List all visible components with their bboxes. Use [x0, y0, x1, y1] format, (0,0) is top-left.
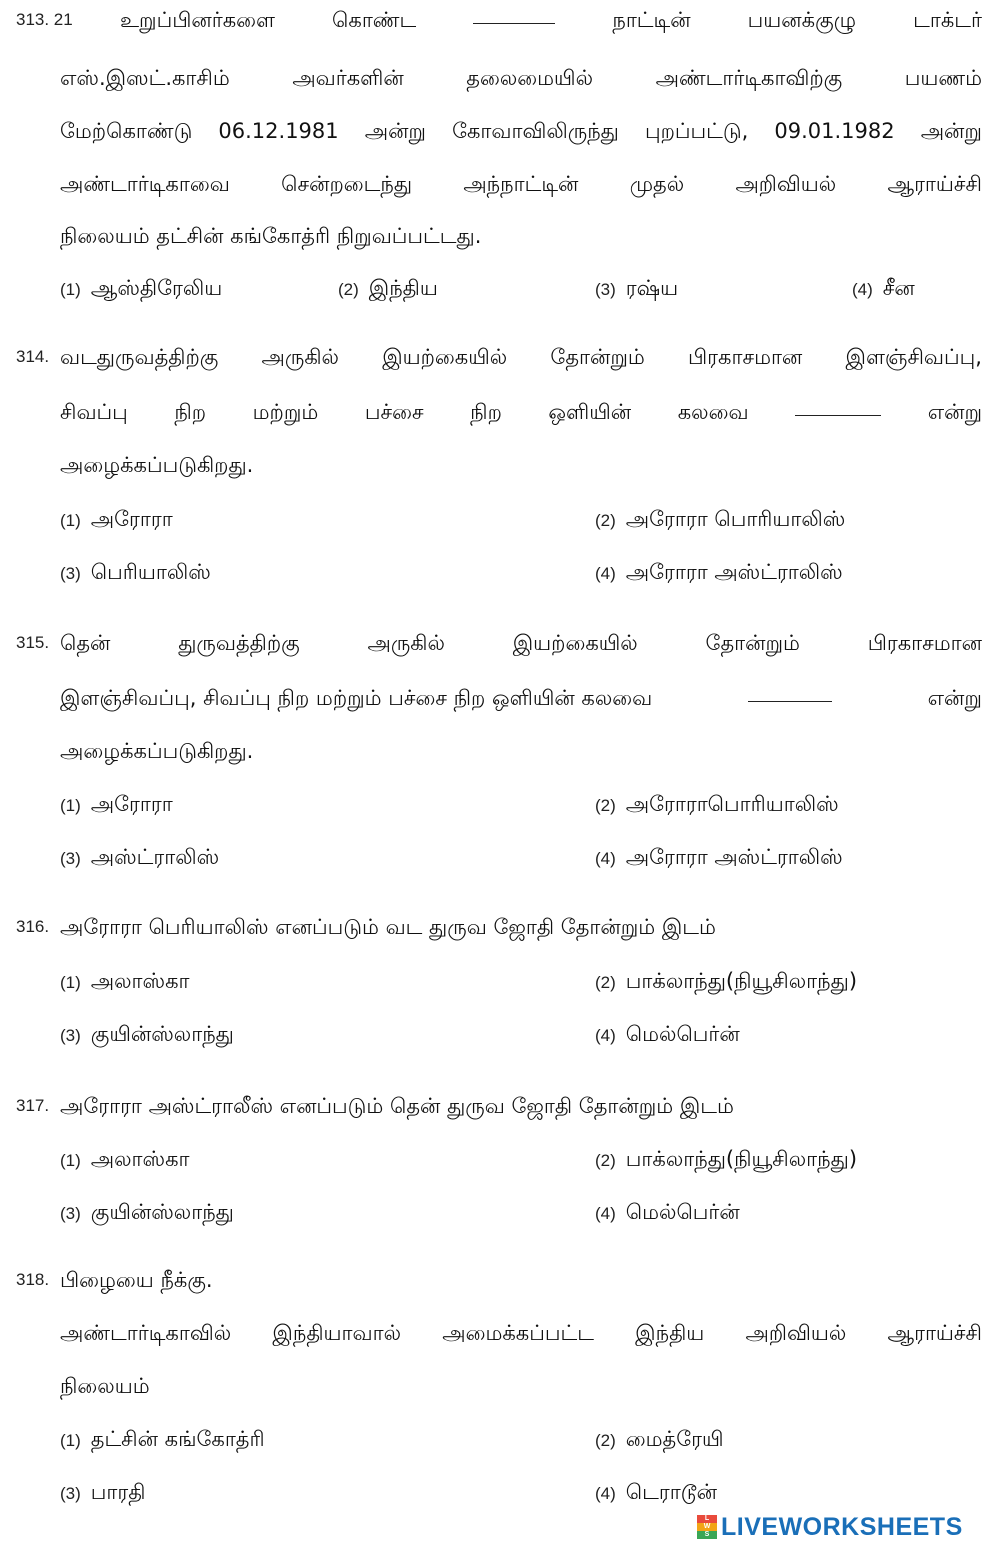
question-text-line [60, 116, 982, 146]
question-word: இளஞ்சிவப்பு, சிவப்பு நிற மற்றும் பச்சை நிற ஒளியின் கலவை [60, 686, 653, 710]
option-number: (2) [595, 796, 616, 815]
question-text-line [60, 397, 982, 427]
question-text-line [60, 63, 982, 93]
question-text-line [60, 736, 253, 766]
question-word: அருகில் [261, 345, 339, 369]
question-word: சிவப்பு [60, 400, 128, 424]
answer-option-2[interactable] [595, 1424, 724, 1456]
question-word: பிரகாசமான [688, 345, 803, 369]
option-number: (4) [595, 564, 616, 583]
question-word: அழைக்கப்படுகிறது. [60, 739, 254, 763]
option-text: ஆஸ்திரேலிய [90, 276, 223, 300]
question-word: டாக்டர் [913, 8, 982, 32]
option-text: மெல்பெர்ன் [625, 1022, 740, 1046]
question-word: அறிவியல் [735, 172, 837, 196]
option-number: (2) [595, 1151, 616, 1170]
option-number: (3) [60, 564, 81, 583]
answer-option-4[interactable] [595, 1477, 717, 1509]
question-number: 315. [16, 633, 50, 652]
question-word: தலைமையில் [466, 66, 594, 90]
question-text-line [60, 683, 982, 713]
answer-option-2[interactable] [595, 504, 845, 536]
liveworksheets-logo [697, 1514, 963, 1540]
question-word: 09.01.1982 [774, 119, 895, 143]
question-word: நிற [174, 400, 207, 424]
option-text: பாக்லாந்து(நியூசிலாந்து) [625, 1147, 858, 1171]
option-number: (4) [595, 1484, 616, 1503]
question-word: பயனக்குழு [747, 8, 857, 32]
option-text: ரஷ்ய [625, 276, 679, 300]
option-text: பெரியாலிஸ் [90, 560, 211, 584]
question-word: நிலையம் [60, 1374, 150, 1398]
option-text: பாரதி [90, 1480, 146, 1504]
option-text: அலாஸ்கா [90, 1147, 190, 1171]
question-number: 318. [16, 1270, 50, 1289]
answer-option-1[interactable] [60, 789, 173, 821]
question-word: அந்நாட்டின் [463, 172, 579, 196]
option-text: அரோரா [90, 507, 173, 531]
answer-option-2[interactable] [595, 1144, 857, 1176]
question-word: தோன்றும் [705, 631, 800, 655]
question-word: அரோரா பெரியாலிஸ் எனப்படும் வட துருவ ஜோதி தோன்றும் இடம் [60, 915, 716, 939]
answer-option-1[interactable] [60, 273, 222, 305]
question-word: இந்தியாவால் [272, 1321, 402, 1345]
question-word: அறிவியல் [745, 1321, 847, 1345]
answer-option-3[interactable] [60, 842, 219, 874]
question-text-line [120, 5, 982, 35]
question-word: அன்று [920, 119, 982, 143]
question-word: சென்றடைந்து [281, 172, 413, 196]
question-word: ஆராய்ச்சி [887, 1321, 982, 1345]
question-word: வடதுருவத்திற்கு [60, 345, 219, 369]
option-text: மைத்ரேயி [625, 1427, 724, 1451]
question-text-line [60, 169, 982, 199]
question-word: எஸ்.இஸட்.காசிம் [60, 66, 230, 90]
answer-option-3[interactable] [60, 1197, 234, 1229]
question-text-line [60, 628, 982, 658]
answer-option-2[interactable] [595, 966, 857, 998]
option-number: (2) [595, 973, 616, 992]
question-word: அழைக்கப்படுகிறது. [60, 453, 254, 477]
question-word: நிற [470, 400, 502, 424]
question-word: மற்றும் [252, 400, 319, 424]
option-number: (3) [60, 1484, 81, 1503]
option-text: அரோரா பொரியாலிஸ் [625, 507, 846, 531]
question-word: துருவத்திற்கு [178, 631, 300, 655]
question-word: அருகில் [367, 631, 445, 655]
question-word: மேற்கொண்டு [60, 119, 193, 143]
answer-blank[interactable] [748, 683, 832, 702]
question-word: என்று [927, 400, 982, 424]
question-text-line [60, 342, 982, 372]
option-number: (1) [60, 1151, 81, 1170]
question-word: அவர்களின் [292, 66, 404, 90]
option-text: அலாஸ்கா [90, 969, 190, 993]
answer-option-1[interactable] [60, 1424, 265, 1456]
option-text: சீன [882, 276, 915, 300]
question-word: நாட்டின் [612, 8, 691, 32]
question-word: தோன்றும் [550, 345, 645, 369]
option-text: அரோரா அஸ்ட்ராலிஸ் [625, 560, 843, 584]
option-number: (2) [595, 1431, 616, 1450]
option-text: தட்சின் கங்கோத்ரி [90, 1427, 265, 1451]
option-text: குயின்ஸ்லாந்து [90, 1200, 234, 1224]
question-word: புறப்பட்டு, [644, 119, 749, 143]
question-word: பிரகாசமான [867, 631, 982, 655]
question-word: கொண்ட [332, 8, 417, 32]
question-text-line [60, 1265, 213, 1295]
question-text-line [60, 450, 253, 480]
option-number: (4) [595, 1026, 616, 1045]
option-text: பாக்லாந்து(நியூசிலாந்து) [625, 969, 858, 993]
answer-option-3[interactable] [60, 557, 211, 589]
option-text: டெராடூன் [625, 1480, 717, 1504]
question-word: உறுப்பினர்களை [120, 8, 275, 32]
question-word: ஆராய்ச்சி [887, 172, 982, 196]
question-number: 314. [16, 347, 50, 366]
question-word: நிலையம் தட்சின் கங்கோத்ரி நிறுவப்பட்டது. [60, 224, 482, 248]
question-word: இளஞ்சிவப்பு, [845, 345, 982, 369]
answer-option-4[interactable] [595, 1019, 740, 1051]
question-word: 06.12.1981 [218, 119, 339, 143]
question-text-line [60, 912, 716, 942]
option-text: அரோரா [90, 792, 173, 816]
option-text: அரோராபொரியாலிஸ் [625, 792, 839, 816]
answer-blank[interactable] [473, 5, 555, 24]
question-word: அண்டார்டிகாவில் [60, 1321, 232, 1345]
question-text-line [60, 1318, 982, 1348]
question-number: 316. [16, 917, 50, 936]
question-word: கோவாவிலிருந்து [452, 119, 619, 143]
question-word: அரோரா அஸ்ட்ராலீஸ் எனப்படும் தென் துருவ ஜோதி தோன்றும் இடம் [60, 1094, 734, 1118]
option-text: இந்திய [368, 276, 438, 300]
answer-option-2[interactable] [595, 789, 839, 821]
option-number: (1) [60, 511, 81, 530]
option-number: (1) [60, 973, 81, 992]
answer-option-3[interactable] [595, 273, 678, 305]
option-number: (2) [595, 511, 616, 530]
answer-option-4[interactable] [852, 273, 915, 305]
answer-option-1[interactable] [60, 1144, 190, 1176]
question-word: இயற்கையில் [512, 631, 638, 655]
question-word: தென் [60, 631, 111, 655]
answer-option-3[interactable] [60, 1019, 234, 1051]
question-number: 313. 21 [16, 10, 73, 29]
answer-option-3[interactable] [60, 1477, 145, 1509]
answer-option-4[interactable] [595, 1197, 740, 1229]
question-word: அண்டார்டிகாவை [60, 172, 230, 196]
option-number: (4) [852, 280, 873, 299]
question-word: அமைக்கப்பட்ட [442, 1321, 594, 1345]
option-text: அரோரா அஸ்ட்ராலிஸ் [625, 845, 843, 869]
answer-option-1[interactable] [60, 504, 173, 536]
answer-blank[interactable] [795, 397, 881, 416]
option-number: (4) [595, 1204, 616, 1223]
question-text-line [60, 221, 481, 251]
option-text: மெல்பெர்ன் [625, 1200, 740, 1224]
option-number: (3) [595, 280, 616, 299]
option-number: (1) [60, 1431, 81, 1450]
liveworksheets-badge-icon: L W S [697, 1515, 717, 1539]
question-word: என்று [927, 686, 982, 710]
question-word: கலவை [677, 400, 749, 424]
answer-option-4[interactable] [595, 842, 843, 874]
question-word: அன்று [364, 119, 426, 143]
option-number: (3) [60, 1204, 81, 1223]
option-number: (1) [60, 280, 81, 299]
question-text-line [60, 1091, 734, 1121]
question-word: பயணம் [904, 66, 982, 90]
question-word: முதல் [629, 172, 685, 196]
answer-option-2[interactable] [338, 273, 438, 305]
answer-option-1[interactable] [60, 966, 190, 998]
question-word: அண்டார்டிகாவிற்கு [655, 66, 843, 90]
question-text-line [60, 1371, 150, 1401]
question-word: பிழையை நீக்கு. [60, 1268, 213, 1292]
option-number: (4) [595, 849, 616, 868]
option-number: (3) [60, 1026, 81, 1045]
answer-option-4[interactable] [595, 557, 843, 589]
option-text: குயின்ஸ்லாந்து [90, 1022, 234, 1046]
question-number: 317. [16, 1096, 50, 1115]
option-number: (3) [60, 849, 81, 868]
question-word: பச்சை [364, 400, 424, 424]
question-word: இந்திய [635, 1321, 705, 1345]
liveworksheets-wordmark: LIVEWORKSHEETS [721, 1512, 963, 1541]
question-word: இயற்கையில் [382, 345, 508, 369]
option-number: (2) [338, 280, 359, 299]
option-number: (1) [60, 796, 81, 815]
option-text: அஸ்ட்ராலிஸ் [90, 845, 220, 869]
question-word: ஒளியின் [548, 400, 632, 424]
